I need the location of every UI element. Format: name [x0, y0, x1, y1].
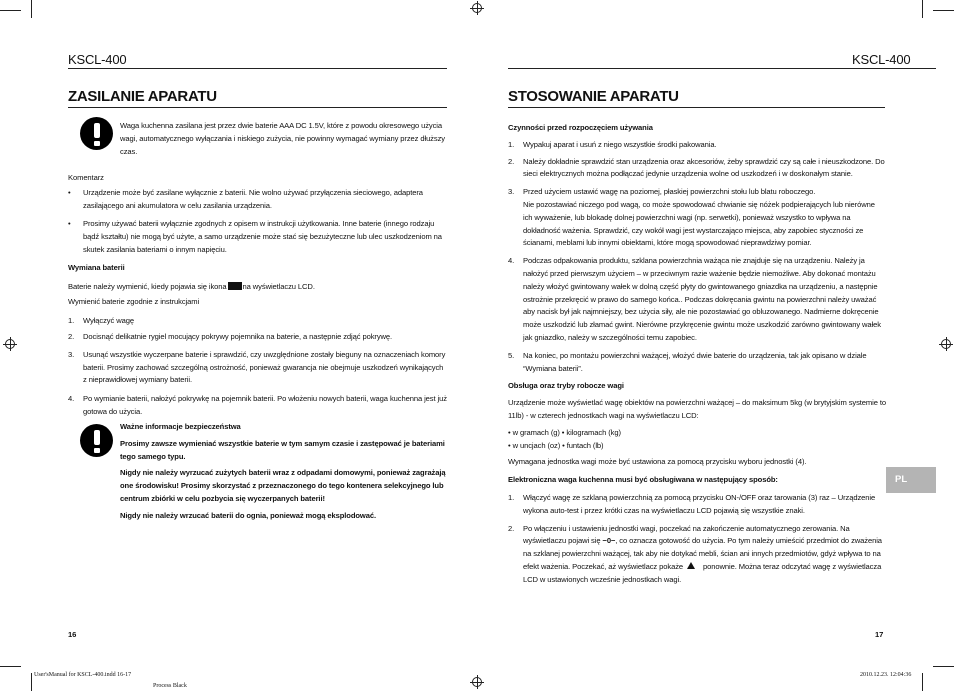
step-item: 2. Docisnąć delikatnie rygiel mocujący pokrywy pojemnika na baterie, a następnie zdjąć pokrywę. [68, 331, 393, 341]
crop-mark [0, 10, 21, 11]
before-heading: Czynności przed rozpoczęciem używania [508, 123, 653, 132]
safety-text: Prosimy zawsze wymieniać wszystkie baterie w tym samym czasie i zastępować je bateriami tego samego typu. [120, 438, 445, 461]
crop-mark [933, 666, 954, 667]
slug-process: Process Black [153, 683, 187, 689]
title-rule-left [68, 107, 447, 108]
battery-icon [228, 282, 242, 290]
step-item: 2. Należy dokładnie sprawdzić stan urządzenia oraz akcesoriów, żeby sprawdzić czy są całe i nieuszkodzone. Do sieci elektrycznych można podłączać jedynie urządzenia wolne od uszkodzeń i w doskonałym stanie. [508, 156, 885, 179]
registration-mark [471, 2, 483, 14]
step-item: 4. Po wymianie baterii, nałożyć pokrywkę na pojemnik baterii. Po włożeniu nowych baterii, waga kuchenna jest już gotowa do użycia. [68, 394, 447, 416]
replace-intro: Wymienić baterie zgodnie z instrukcjami [68, 297, 200, 307]
comment-bullet: • Prosimy używać baterii wyłącznie zgodnych z opisem w instrukcji użytkowania. Inne baterie (innego rodzaju bądź kształtu) nie mogą być użyte, a samo urządzenie może stać się bezużyteczne lub ulec uszkodzeniom na skutek zasilania bateriami o innym napięciu. [68, 218, 447, 256]
step-item: 2. Po włączeniu i ustawieniu jednostki wagi, poczekać na zakończenie automatycznego zerowania. Na wyświetlaczu pojawi się −0−, co oznacza gotowość do użycia. Po tym należy umieścić przedmiot do zważenia na szklanej powierzchni ważącej, tak aby nie dotykać mebli, ścian ani innych przedmiotów, gdyż wpływa to na efekt ważenia. Poczekać, aż wyświetlacz pokaże ponownie. Można teraz odczytać wagę z wyświetlacza LCD w ustawionych wcześnie jednostkach wagi. [508, 523, 882, 584]
warning-icon [80, 424, 113, 457]
crop-mark [922, 0, 923, 18]
normal-heading: Obsługa oraz tryby robocze wagi [508, 381, 624, 391]
step-item: 4. Podczas odpakowania produktu, szklana powierzchnia ważąca nie znajduje się na urządzeniu. Należy ja nałożyć przed pierwszym użyciem – w przeciwnym razie ważenie będzie niemożliwe. Aby dokonać montażu należy włożyć gwintowany wałek w dolną część płyty do gwintowanego gniazdka na urządzeniu, a następnie ostrożnie przekręcić w prawo do samego końca.. Podczas dokręcania gwintu na powierzchni należy uważać aby nacisk był jak najmniejszy, bez użycia siły, ale nie pozostawiać go obluzowanego. Nadmierne dokręcenie może uszkodzić lub złamać gwint. Nierówne przykręcenie gwintu może uszkodzić zarówno gwintowany wałek jak gniazdko, należy w szczególności temu zapobiec. [508, 256, 881, 342]
crop-mark [0, 666, 21, 667]
left-body [68, 172, 447, 419]
comments-label: Komentarz [68, 173, 104, 182]
comment-bullet: • Urządzenie może być zasilane wyłącznie z baterii. Nie wolno używać przyłączenia sieciowego, adaptera zasilającego ani akumulatora w celu zasilania urządzenia. [68, 187, 447, 213]
units-note: Wymagana jednostka wagi może być ustawiona za pomocą przycisku wyboru jednostki (4). [508, 457, 807, 467]
language-tab: PL [886, 467, 936, 493]
slug-datetime: 2010.12.23. 12:04:36 [860, 672, 912, 678]
safety-text: Nigdy nie należy wyrzucać zużytych baterii wraz z odpadami domowymi, ponieważ zagrażają one środowisku! Prosimy skorzystać z przeznaczonego do tego kontenera selekcyjnego lub centrum zbiórki w celu pozbycia się wyczerpanych baterii! [120, 468, 446, 503]
safety-text: Nigdy nie należy wrzucać baterii do ognia, ponieważ mogą eksplodować. [120, 510, 376, 520]
section-title-power: ZASILANIE APARATU [68, 88, 217, 105]
crop-mark [922, 673, 923, 691]
registration-mark [4, 338, 16, 350]
crop-mark [933, 10, 954, 11]
crop-mark [31, 0, 32, 18]
model-name-right: KSCL-400 [852, 52, 911, 67]
step-item: 5. Na koniec, po montażu powierzchni ważącej, włożyć dwie baterie do urządzenia, tak jak opisano w dziale “Wymiana baterii”. [508, 350, 867, 373]
step-item: 3. Usunąć wszystkie wyczerpane baterie i sprawdzić, czy uwzględnione zostały bieguny na oznaczeniach komory baterii. Prosimy zachować szczególną ostrożność, ponieważ gwarancja nie obejmuje uszkodzeń wynikających z nieprawidłowej wymiany baterii. [68, 349, 446, 385]
step-item: 1. Włączyć wagę ze szklaną powierzchnią za pomocą przycisku ON-/OFF oraz tarowania (3) raz – Urządzenie wykona auto-test i przez krótki czas na wyświetlaczu LCD pojawią się wszystkie znaki. [508, 492, 876, 515]
page-number-right: 17 [875, 630, 884, 639]
registration-mark [471, 676, 483, 688]
warning-icon [80, 117, 113, 150]
section-title-usage: STOSOWANIE APARATU [508, 88, 679, 105]
zero-display: −0− [602, 536, 616, 546]
crop-mark [31, 673, 32, 691]
replace-line: Baterie należy wymienić, kiedy pojawia się ikona na wyświetlaczu LCD. [68, 281, 315, 291]
step-item: 3. Przed użyciem ustawić wagę na poziomej, płaskiej powierzchni stołu lub blatu roboczego. Nie pozostawiać niczego pod wagą, co może spowodować chwianie się nóżek podpierających lub nierówne ich wyważenie, lub blokadę dolnej powierzchni wagi (np. serwetki), ponieważ wszystko to wpływa na dokładność ważenia. Sprawdzić, czy wokół wagi jest wystarczająco miejsca, aby zapobiec styczności ze ścianami, meblami lub innymi obiektami, które mogą spowodować nieprawdziwy pomiar. [508, 187, 875, 248]
unit-line: • w uncjach (oz) • funtach (lb) [508, 440, 604, 450]
header-rule-left [68, 68, 447, 69]
unit-line: • w gramach (g) • kilogramach (kg) [508, 427, 621, 437]
normal-text: Urządzenie może wyświetlać wagę obiektów na powierzchni ważącej – do maksimum 5kg (w brytyjskim systemie to 11lb) - w czterech jednostkach wagi na wyświetlaczu LCD: [508, 398, 886, 420]
header-rule-right [508, 68, 936, 69]
safety-heading: Ważne informacje bezpieczeństwa [120, 422, 241, 431]
kitchen-heading: Elektroniczna waga kuchenna musi być obsługiwana w następujący sposób: [508, 475, 778, 485]
registration-mark [940, 338, 952, 350]
triangle-icon [687, 562, 695, 569]
replace-heading: Wymiana baterii [68, 262, 125, 272]
title-rule-right [508, 107, 885, 108]
page-number-left: 16 [68, 630, 77, 639]
step-item: 1. Wyłączyć wagę [68, 316, 134, 326]
slug-file: User'sManual for KSCL-400.indd 16-17 [34, 672, 132, 678]
model-name-left: KSCL-400 [68, 52, 127, 67]
power-intro: Waga kuchenna zasilana jest przez dwie baterie AAA DC 1.5V, które z powodu okresowego użycia wagi, automatycznego wyłączania i niskiego zużycia, nie powinny wymagać wymiany przez dłuższy czas. [120, 121, 445, 156]
right-body [508, 122, 886, 587]
safety-block [120, 421, 446, 523]
step-item: 1. Wypakuj aparat i usuń z niego wszystkie środki pakowania. [508, 139, 717, 149]
